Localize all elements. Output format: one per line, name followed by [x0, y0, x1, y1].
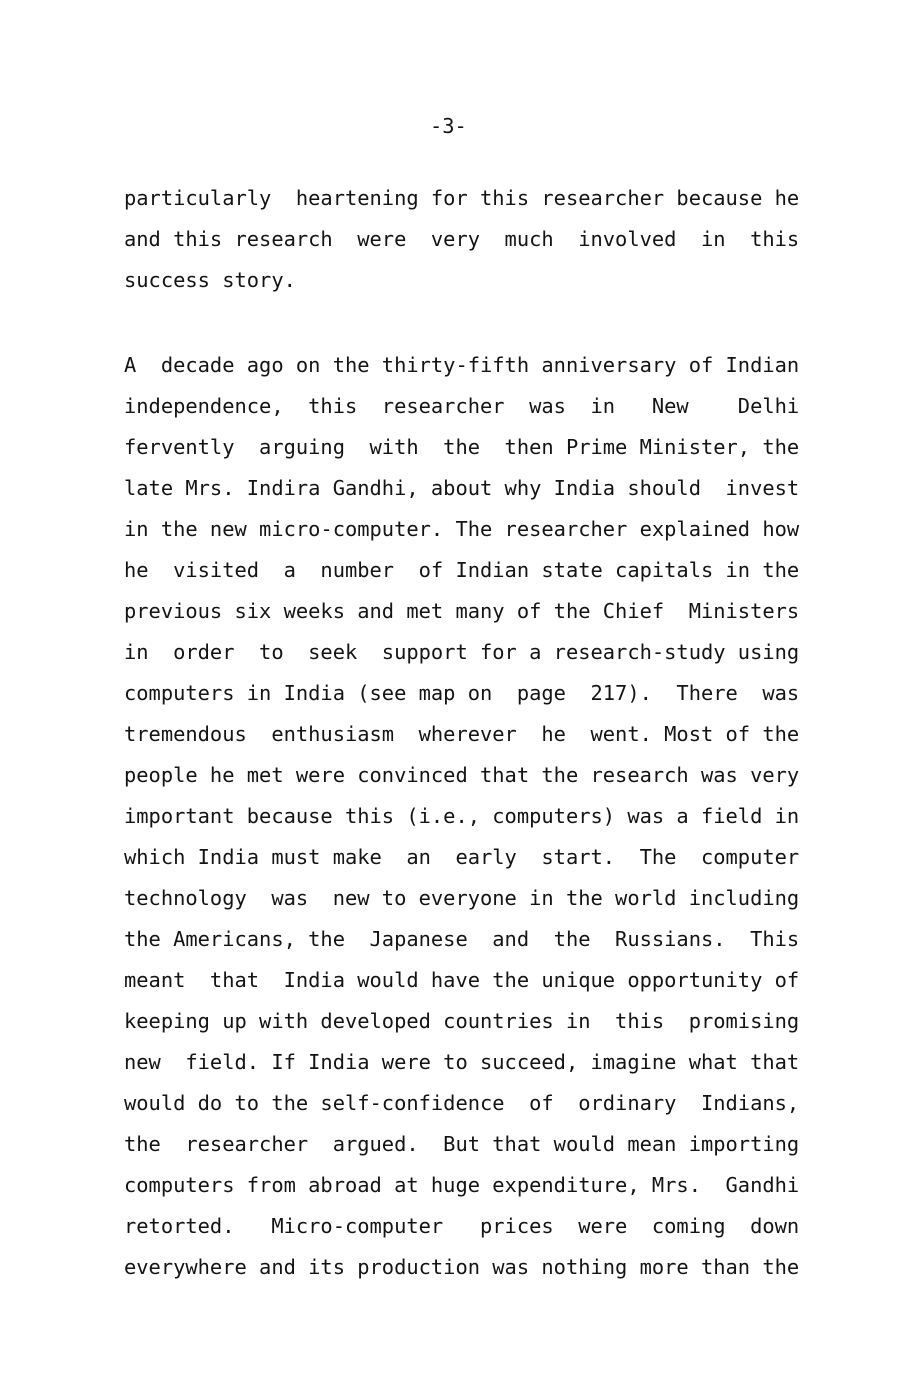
text-line: and this research were very much involved in this [124, 227, 800, 251]
text-line: fervently arguing with the then Prime Minister, the [124, 435, 800, 459]
text-line: in order to seek support for a research-study using [124, 640, 800, 664]
paragraph-intro [124, 178, 804, 301]
text-line: technology was new to everyone in the world including [124, 886, 800, 910]
text-line: he visited a number of Indian state capitals in the [124, 558, 800, 582]
text-line: independence, this researcher was in New Delhi [124, 394, 800, 418]
text-line: meant that India would have the unique opportunity of [124, 968, 800, 992]
text-line: late Mrs. Indira Gandhi, about why India should invest [124, 476, 800, 500]
text-line: important because this (i.e., computers) was a field in [124, 804, 800, 828]
text-line: particularly heartening for this researcher because he [124, 186, 800, 210]
text-line: computers from abroad at huge expenditure, Mrs. Gandhi [124, 1173, 800, 1197]
text-line: A decade ago on the thirty-fifth anniversary of Indian [124, 353, 800, 377]
text-line: keeping up with developed countries in this promising [124, 1009, 800, 1033]
text-line: new field. If India were to succeed, imagine what that [124, 1050, 800, 1074]
text-line: computers in India (see map on page 217). There was [124, 681, 800, 705]
text-line: previous six weeks and met many of the Chief Ministers [124, 599, 800, 623]
text-line: in the new micro-computer. The researcher explained how [124, 517, 800, 541]
text-line: which India must make an early start. The computer [124, 845, 800, 869]
text-line: success story. [124, 268, 296, 292]
page-number: -3- [430, 114, 467, 138]
paragraph-main [124, 345, 804, 1288]
text-line: the Americans, the Japanese and the Russians. This [124, 927, 800, 951]
text-line: people he met were convinced that the research was very [124, 763, 800, 787]
text-line: would do to the self-confidence of ordinary Indians, [124, 1091, 800, 1115]
text-line: everywhere and its production was nothing more than the [124, 1255, 800, 1279]
text-line: retorted. Micro-computer prices were coming down [124, 1214, 800, 1238]
text-line: tremendous enthusiasm wherever he went. Most of the [124, 722, 800, 746]
text-line: the researcher argued. But that would mean importing [124, 1132, 800, 1156]
